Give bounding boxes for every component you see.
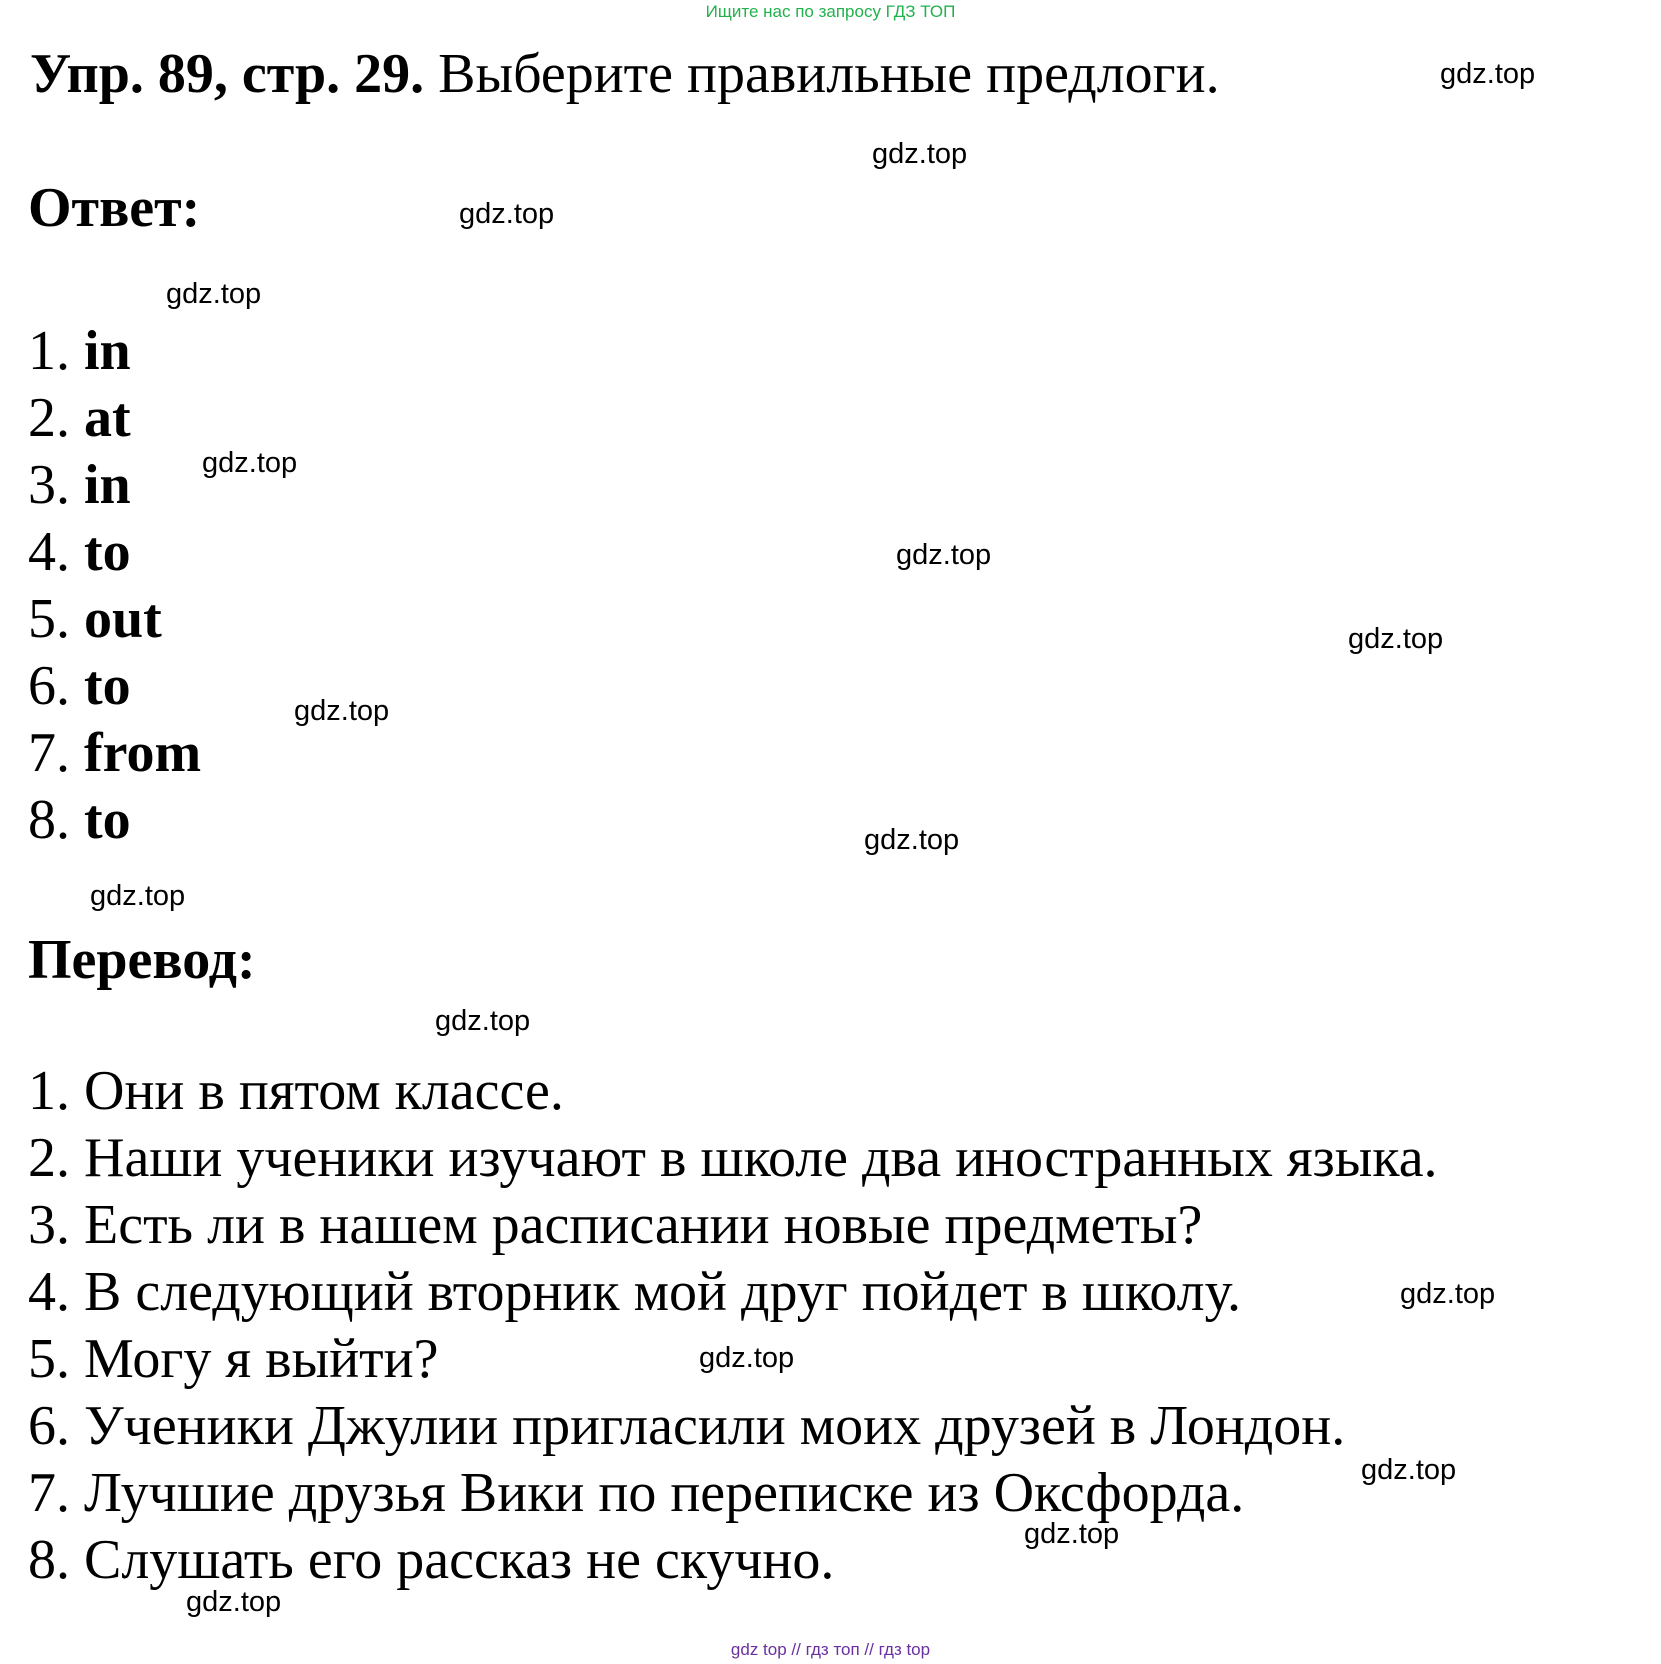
top-banner: Ищите нас по запросу ГДЗ ТОП: [705, 2, 956, 21]
watermark: gdz.top: [90, 880, 186, 912]
answer-number: 6.: [28, 655, 84, 717]
answer-number: 4.: [28, 521, 84, 583]
watermark: gdz.top: [459, 198, 555, 230]
translation-item: 1. Они в пятом классе.: [28, 1060, 564, 1122]
answer-number: 5.: [28, 588, 84, 650]
watermark: gdz.top: [1024, 1518, 1120, 1550]
watermark: gdz.top: [872, 138, 968, 170]
exercise-title: [30, 43, 1220, 105]
translation-item: 3. Есть ли в нашем расписании новые предметы?: [28, 1194, 1203, 1256]
watermark: gdz.top: [1400, 1278, 1496, 1310]
answer-number: 3.: [28, 454, 84, 516]
translation-item: 6. Ученики Джулии пригласили моих друзей в Лондон.: [28, 1395, 1346, 1457]
watermark: gdz.top: [864, 824, 960, 856]
watermark: gdz.top: [896, 539, 992, 571]
watermark: gdz.top: [1348, 623, 1444, 655]
translation-list: [28, 1058, 1438, 1594]
answer-item: [28, 653, 201, 720]
translation-item: 2. Наши ученики изучают в школе два иностранных языка.: [28, 1127, 1438, 1189]
watermark: gdz.top: [1440, 58, 1536, 90]
answer-heading: Ответ:: [28, 177, 201, 239]
watermark: gdz.top: [699, 1342, 795, 1374]
answer-word: from: [84, 722, 202, 784]
watermark: gdz.top: [166, 278, 262, 310]
answer-word: to: [84, 521, 131, 583]
answer-number: 7.: [28, 722, 84, 784]
answer-item: [28, 318, 201, 385]
answer-item: [28, 787, 201, 854]
answer-item: [28, 720, 201, 787]
translation-heading: Перевод:: [28, 929, 256, 991]
answer-item: [28, 452, 201, 519]
answer-word: to: [84, 655, 131, 717]
answer-item: [28, 586, 201, 653]
exercise-instruction: Выберите правильные предлоги.: [424, 43, 1220, 105]
watermark: gdz.top: [435, 1005, 531, 1037]
answer-word: at: [84, 387, 131, 449]
bottom-banner: gdz top // гдз топ // гдз top: [730, 1640, 931, 1659]
answer-list: [28, 318, 201, 854]
answer-number: 8.: [28, 789, 84, 851]
answer-item: [28, 385, 201, 452]
translation-item: 5. Могу я выйти?: [28, 1328, 439, 1390]
watermark: gdz.top: [202, 447, 298, 479]
answer-number: 1.: [28, 320, 84, 382]
answer-item: [28, 519, 201, 586]
answer-word: in: [84, 320, 131, 382]
watermark: gdz.top: [294, 695, 390, 727]
translation-item: 8. Слушать его рассказ не скучно.: [28, 1529, 835, 1591]
answer-word: in: [84, 454, 131, 516]
answer-number: 2.: [28, 387, 84, 449]
translation-item: 7. Лучшие друзья Вики по переписке из Оксфорда.: [28, 1462, 1245, 1524]
watermark: gdz.top: [186, 1586, 282, 1618]
answer-word: out: [84, 588, 162, 650]
watermark: gdz.top: [1361, 1454, 1457, 1486]
answer-word: to: [84, 789, 131, 851]
translation-item: 4. В следующий вторник мой друг пойдет в школу.: [28, 1261, 1241, 1323]
exercise-number: Упр. 89, стр. 29.: [30, 43, 425, 105]
